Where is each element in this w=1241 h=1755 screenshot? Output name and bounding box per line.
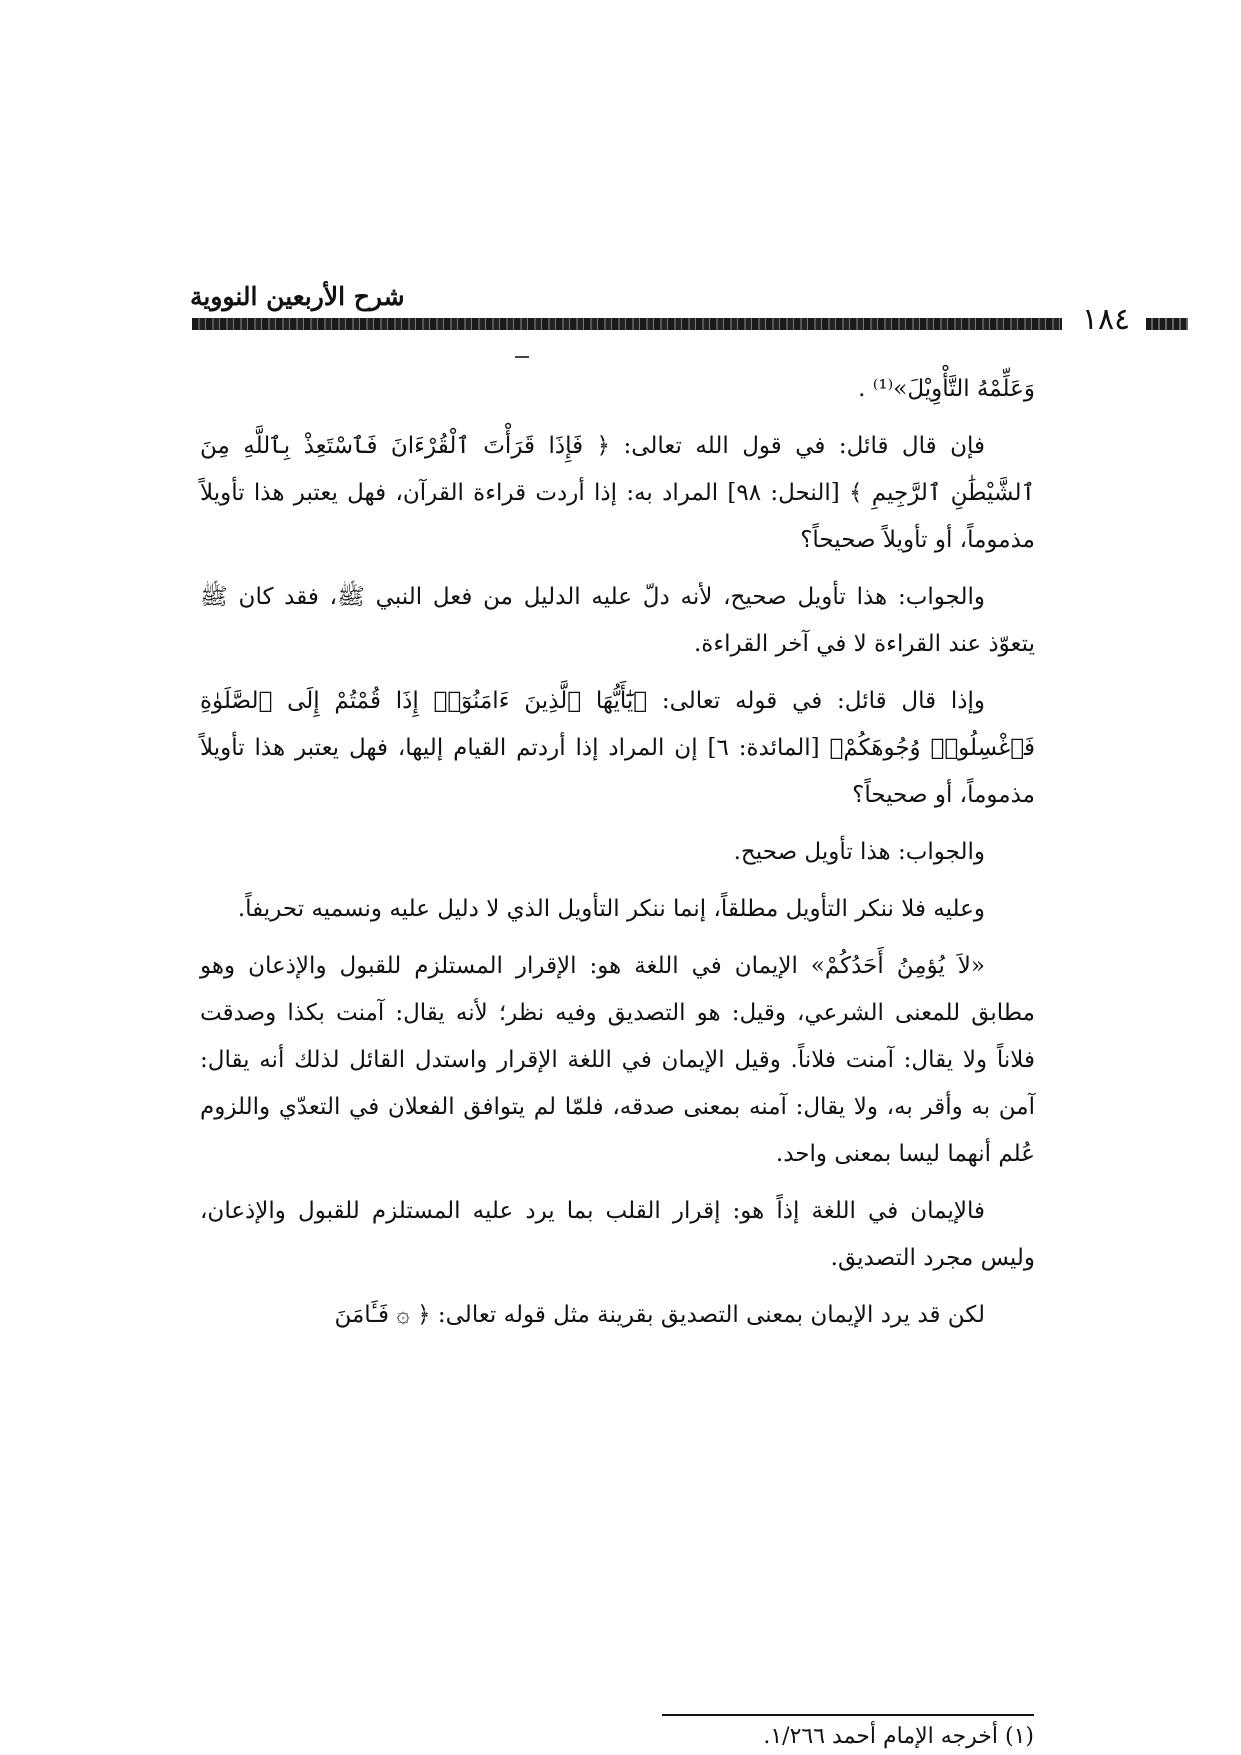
paragraph-answer-wudu: والجواب: هذا تأويل صحيح.	[733, 839, 985, 865]
small-mark	[515, 356, 529, 358]
body-text	[200, 366, 1035, 1349]
paragraph-iman-summary: فالإيمان في اللغة إذاً هو: إقرار القلب بما يرد عليه المستلزم للقبول والإذعان، وليس مجرد التصديق.	[200, 1198, 1035, 1271]
paragraph-iman-tasdiq: لكن قد يرد الإيمان بمعنى التصديق بقرينة مثل قوله تعالى: ﴿ ۞ فَـَٔامَنَ	[334, 1302, 985, 1328]
paragraph-iman-definition: «لاَ يُؤمِنُ أَحَدُكُمْ» الإيمان في اللغة هو: الإقرار المستلزم للقبول والإذعان وهو مطابق للمعنى الشرعي، وقيل: هو التصديق وفيه نظر؛ لأنه يقال: آمنت بكذا وصدقت فلاناً ولا يقال: آمنت فلاناً. وقيل الإيمان في اللغة الإقرار واستدل القائل لذلك أنه يقال: آمن به وأقر به، ولا يقال: آمنه بمعنى صدقه، فلمّا لم يتوافق الفعلان في التعدّي واللزوم عُلم أنهما ليسا بمعنى واحد.	[200, 953, 1035, 1167]
footnote: (١) أخرجه الإمام أحمد ١/٢٦٦.	[763, 1724, 1034, 1749]
paragraph-question-wudu: وإذا قال قائل: في قوله تعالى: ﴿يَٰٓأَيُّهَا ٱلَّذِينَ ءَامَنُوٓا۟ إِذَا قُمْتُمْ إِلَى ٱلصَّلَوٰةِ فَٱغْسِلُوا۟ وُجُوهَكُمْ﴾ [المائدة: ٦] إن المراد إذا أردتم القيام إليها، فهل يعتبر هذا تأويلاً مذموماً، أو صحيحاً؟	[200, 688, 1035, 808]
header-rule-tail	[1146, 318, 1188, 330]
page-number: ١٨٤	[1081, 302, 1131, 337]
paragraph-answer-isti3adha: والجواب: هذا تأويل صحيح، لأنه دلّ عليه الدليل من فعل النبي ﷺ، فقد كان ﷺ يتعوّذ عند القراءة لا في آخر القراءة.	[200, 584, 1035, 657]
paragraph-question-isti3adha: فإن قال قائل: في قول الله تعالى: ﴿ فَإِذَا قَرَأْتَ ٱلْقُرْءَانَ فَٱسْتَعِذْ بِٱللَّهِ مِنَ ٱلشَّيْطَٰنِ ٱلرَّجِيمِ ﴾ [النحل: ٩٨] المراد به: إذا أردت قراءة القرآن، فهل يعتبر هذا تأويلاً مذموماً، أو تأويلاً صحيحاً؟	[200, 433, 1035, 553]
footnote-rule	[662, 1714, 1034, 1716]
running-header-title: شرح الأربعين النووية	[190, 282, 405, 311]
paragraph-continuation: وَعَلِّمْهُ التَّأْوِيْلَ»⁽¹⁾ .	[858, 376, 1035, 402]
paragraph-tawil-conclusion: وعليه فلا ننكر التأويل مطلقاً، إنما ننكر التأويل الذي لا دليل عليه ونسميه تحريفاً.	[237, 896, 985, 922]
header-rule	[192, 318, 1062, 330]
